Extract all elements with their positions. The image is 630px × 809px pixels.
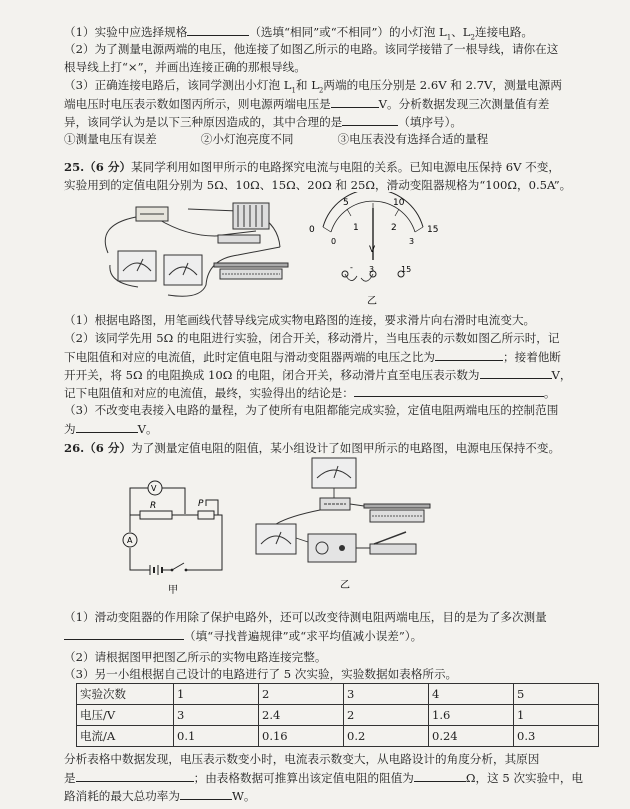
question-number: 26.（6 分） xyxy=(64,441,132,455)
resistor-component xyxy=(136,207,168,221)
resistor-device xyxy=(320,498,350,510)
text: 为了测量定值电阻的阻值，某小组设计了如图甲所示的电路图，电源电压保持不变。 xyxy=(131,441,561,455)
q25-header-line1 xyxy=(64,160,560,175)
text: （1）实验中应选择规格 xyxy=(64,25,188,39)
q25-part2-line4 xyxy=(64,385,555,401)
answer-blank[interactable] xyxy=(435,349,503,361)
q24-part3-line1: （3）正确连接电路后，该同学测出小灯泡 $L_1$和 $L_2$两端的电压分别是 2.6V 和 2.7V，测量电源两 xyxy=(64,78,562,95)
battery-pack xyxy=(233,203,269,229)
figure-label: 甲 xyxy=(168,585,178,596)
text: 、L xyxy=(451,25,471,39)
table-cell: 2 xyxy=(344,705,429,726)
terminal-label: - xyxy=(350,263,353,272)
q25-part2-line2 xyxy=(64,349,561,365)
q24-part3-line2 xyxy=(64,96,549,112)
text: （选填“相同”或“不相同”）的小灯泡 L xyxy=(249,25,447,39)
dial-tick-label: 10 xyxy=(393,198,405,208)
ammeter-device xyxy=(256,524,296,554)
text: 。 xyxy=(543,386,556,400)
table-cell: 1.6 xyxy=(429,705,514,726)
voltmeter-label: V xyxy=(151,484,157,493)
text: 路消耗的最大总功率为 xyxy=(64,789,180,803)
q24-part3-line3 xyxy=(64,114,462,130)
table-cell: 0.2 xyxy=(344,726,429,747)
text: Ω，这 5 次实验中，电 xyxy=(465,771,584,785)
answer-blank[interactable] xyxy=(180,788,232,800)
text: 连接电路。 xyxy=(474,25,533,39)
text: W。 xyxy=(231,789,256,803)
table-header-cell: 实验次数 xyxy=(77,684,174,705)
voltmeter-device xyxy=(312,458,356,488)
ammeter-label: A xyxy=(127,536,133,545)
text: V。分析数据发现三次测量值有差 xyxy=(378,97,550,111)
table-cell: 0.16 xyxy=(259,726,344,747)
q26-analysis-line3 xyxy=(64,788,255,804)
q25-part2-line1: （2）该同学先用 5Ω 的电阻进行实验，闭合开关，移动滑片，当电压表的示数如图乙所示时，记 xyxy=(64,331,560,345)
table-row xyxy=(77,726,599,747)
q26-part2: （2）请根据图甲把图乙所示的实物电路连接完整。 xyxy=(64,650,327,664)
switch xyxy=(218,231,260,243)
q26-part1-line1: （1）滑动变阻器的作用除了保护电路外，还可以改变待测电阻两端电压，目的是为了多次测量 xyxy=(64,610,547,624)
text: 某同学利用如图甲所示的电路探究电流与电阻的关系。已知电源电压保持 6V 不变， xyxy=(131,160,560,174)
terminal-label: 15 xyxy=(401,265,412,274)
data-table xyxy=(76,683,599,747)
q25-header-line2: 实验用到的定值电阻分别为 5Ω、10Ω、15Ω、20Ω 和 25Ω，滑动变阻器规格为“100Ω，0.5A”。 xyxy=(64,178,572,192)
slider-label: P xyxy=(198,499,204,509)
q26-analysis-line2 xyxy=(64,770,583,786)
text: 是 xyxy=(64,771,76,785)
q26-circuit-diagram xyxy=(110,470,240,598)
voltmeter xyxy=(164,255,202,285)
text: 下电阻值和对应的电流值，此时定值电阻与滑动变阻器两端的电压之比为 xyxy=(64,350,436,364)
q26-physical-circuit-figure xyxy=(250,452,440,598)
text: 开开关，将 5Ω 的电阻换成 10Ω 的电阻，闭合开关，移动滑片直至电压表示数为 xyxy=(64,368,480,382)
q26-part1-line2 xyxy=(64,628,422,644)
option-3: ③电压表没有选择合适的量程 xyxy=(337,132,489,146)
table-row xyxy=(77,705,599,726)
answer-blank[interactable] xyxy=(76,421,138,433)
table-cell: 0.1 xyxy=(174,726,259,747)
q24-part2-line2: 根导线上打“×”，并画出连接正确的那根导线。 xyxy=(64,60,306,74)
answer-blank[interactable] xyxy=(331,96,379,108)
switch-symbol xyxy=(171,563,188,571)
text: 记下电阻值和对应的电流值，最终，实验得出的结论是： xyxy=(64,386,354,400)
battery-symbol xyxy=(150,565,162,575)
q24-part1: （1）实验中应选择规格 （选填“相同”或“不相同”）的小灯泡 $L_1$、$L_2$连接电路。 xyxy=(64,25,533,42)
power-supply-device xyxy=(308,534,356,562)
text: 端电压时电压表示数如图丙所示，则电源两端电压是 xyxy=(64,97,331,111)
q25-part3-line2 xyxy=(64,421,158,437)
table-cell: 1 xyxy=(514,705,599,726)
q26-analysis-line1: 分析表格中数据发现，电压表示数变小时，电流表示数变大，从电路设计的角度分析，其原因 xyxy=(64,752,540,766)
text: ；由表格数据可推算出该定值电阻的阻值为 xyxy=(193,771,414,785)
table-cell: 5 xyxy=(514,684,599,705)
dial-inner-label: 3 xyxy=(409,237,415,246)
question-number: 25.（6 分） xyxy=(64,160,132,174)
option-1: ①测量电压有误差 xyxy=(64,132,157,146)
table-cell: 2 xyxy=(259,684,344,705)
option-2: ②小灯泡亮度不同 xyxy=(200,132,294,146)
text: V， xyxy=(551,368,572,382)
text: 和 L xyxy=(295,78,319,92)
text: （填序号）。 xyxy=(398,115,463,129)
answer-blank[interactable] xyxy=(76,770,194,782)
answer-blank[interactable] xyxy=(342,114,398,126)
table-cell: 4 xyxy=(429,684,514,705)
text: 异，该同学认为是以下三种原因造成的，其中合理的是 xyxy=(64,115,343,129)
answer-blank[interactable] xyxy=(480,367,552,379)
table-cell: 2.4 xyxy=(259,705,344,726)
table-cell: 3 xyxy=(174,705,259,726)
table-cell: 3 xyxy=(344,684,429,705)
table-cell: 0.24 xyxy=(429,726,514,747)
table-cell: 1 xyxy=(174,684,259,705)
q25-part1: （1）根据电路图，用笔画线代替导线完成实物电路图的连接，要求滑片向右滑时电流变大。 xyxy=(64,313,536,327)
text: 两端的电压分别是 2.6V 和 2.7V，测量电源两 xyxy=(323,78,562,92)
answer-blank[interactable] xyxy=(187,24,249,36)
dial-tick-label: 15 xyxy=(427,225,439,235)
q25-voltmeter-dial-figure xyxy=(305,192,440,310)
rheostat-symbol xyxy=(198,511,214,519)
table-header-cell: 电压/V xyxy=(77,705,174,726)
q24-options xyxy=(64,132,488,147)
text: 为 xyxy=(64,422,76,436)
rheostat-device xyxy=(364,504,430,522)
dial-inner-label: 1 xyxy=(353,223,359,233)
resistor-symbol xyxy=(140,511,172,519)
dial-unit: V xyxy=(369,245,376,255)
table-row xyxy=(77,684,599,705)
dial-inner-label: 2 xyxy=(391,223,397,233)
q24-part2-line1: （2）为了测量电源两端的电压，他连接了如图乙所示的电路。该同学接错了一根导线，请你在这 xyxy=(64,42,559,56)
dial-tick-label: 5 xyxy=(343,198,349,208)
figure-label: 乙 xyxy=(367,296,377,307)
switch-device xyxy=(370,532,416,554)
figure-label: 乙 xyxy=(340,580,350,591)
terminal-label: 3 xyxy=(369,265,375,274)
rheostat xyxy=(214,263,288,279)
answer-blank[interactable] xyxy=(64,628,184,640)
text: （填“寻找普遍规律”或“求平均值减小误差”）。 xyxy=(184,629,423,643)
table-header-cell: 电流/A xyxy=(77,726,174,747)
answer-blank[interactable] xyxy=(354,385,544,397)
dial-tick-label: 0 xyxy=(309,225,315,235)
text: ；接着他断 xyxy=(503,350,561,364)
dial-inner-label: 0 xyxy=(331,237,337,246)
ammeter xyxy=(118,251,156,281)
q25-physical-circuit-figure xyxy=(88,195,298,307)
table-cell: 0.3 xyxy=(514,726,599,747)
q25-part3-line1: （3）不改变电表接入电路的量程，为了使所有电阻都能完成实验，定值电阻两端电压的控制范围 xyxy=(64,403,559,417)
q26-part3: （3）另一小组根据自己设计的电路进行了 5 次实验，实验数据如表格所示。 xyxy=(64,667,458,681)
text: V。 xyxy=(137,422,158,436)
answer-blank[interactable] xyxy=(414,770,466,782)
text: （3）正确连接电路后，该同学测出小灯泡 L xyxy=(64,78,292,92)
q25-part2-line3 xyxy=(64,367,571,383)
resistor-label: R xyxy=(150,501,157,511)
